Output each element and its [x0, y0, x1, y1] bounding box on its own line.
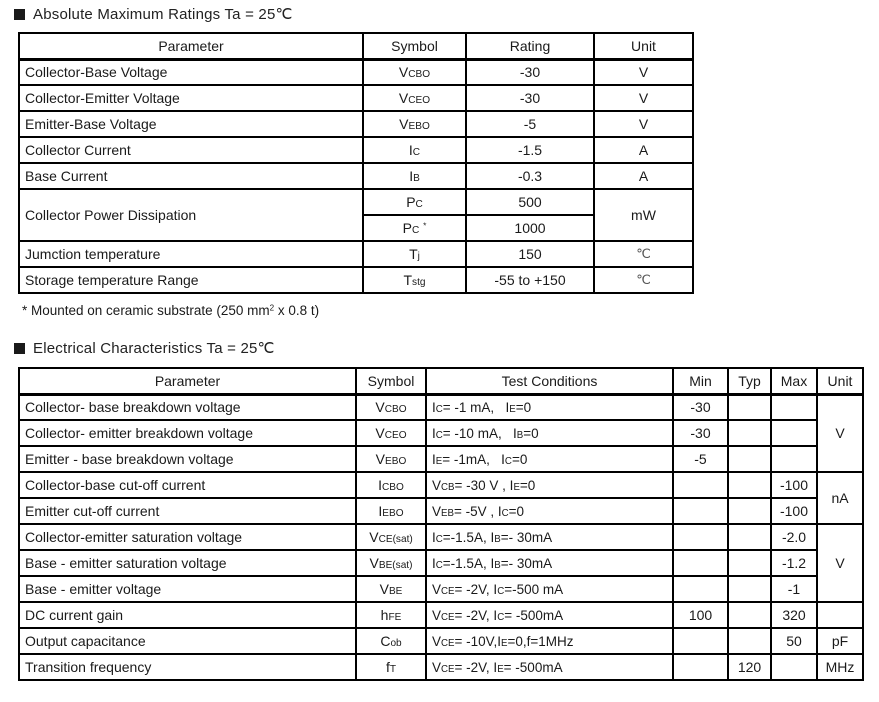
cell-rating: 500	[466, 189, 594, 215]
section-title-electrical-characteristics	[0, 339, 879, 357]
cell-min	[673, 550, 728, 576]
table-row	[19, 576, 863, 602]
cell-min: -30	[673, 420, 728, 446]
header-row	[19, 33, 693, 59]
cell-typ	[728, 550, 771, 576]
cell-parameter: Collector-base cut-off current	[19, 472, 356, 498]
square-bullet-icon	[14, 343, 25, 354]
subscript-text: C	[435, 429, 443, 441]
subscript-text: E	[497, 663, 504, 675]
cell-unit: V	[817, 394, 863, 472]
cell-typ	[728, 628, 771, 654]
cell-min: -30	[673, 394, 728, 420]
superscript-text: 2	[269, 303, 275, 313]
subscript-text: stg	[412, 277, 426, 288]
cell-test-conditions: IC= -10 mA, IB=0	[426, 420, 673, 446]
cell-symbol: Cob	[356, 628, 426, 654]
cell-test-conditions: VCE= -10V,IE=0,f=1MHz	[426, 628, 673, 654]
subscript-text: C	[501, 507, 509, 519]
cell-unit: ℃	[594, 241, 693, 267]
cell-min	[673, 628, 728, 654]
cell-test-conditions: IC=-1.5A, IB=- 30mA	[426, 550, 673, 576]
cell-test-conditions: VCE= -2V, IC= -500mA	[426, 602, 673, 628]
header-row	[19, 368, 863, 394]
cell-typ	[728, 394, 771, 420]
cell-min: 100	[673, 602, 728, 628]
subscript-text: B	[494, 533, 501, 545]
column-header-typ: Typ	[728, 368, 771, 394]
subscript-text: FE	[388, 612, 402, 623]
cell-unit: MHz	[817, 654, 863, 680]
table-row	[19, 602, 863, 628]
section1-title-text: Absolute Maximum Ratings Ta = 25℃	[33, 6, 293, 23]
column-header-rating: Rating	[466, 33, 594, 59]
cell-symbol: VCEO	[356, 420, 426, 446]
cell-unit: V	[594, 59, 693, 85]
electrical-characteristics-table	[18, 367, 864, 681]
cell-unit: V	[594, 85, 693, 111]
cell-test-conditions: IC= -1 mA, IE=0	[426, 394, 673, 420]
subscript-text: C	[412, 147, 421, 158]
cell-rating: -30	[466, 85, 594, 111]
table-row	[19, 654, 863, 680]
cell-typ	[728, 446, 771, 472]
cell-parameter: Emitter - base breakdown voltage	[19, 446, 356, 472]
subscript-text: CEO	[384, 430, 407, 441]
cell-test-conditions: VCB= -30 V , IE=0	[426, 472, 673, 498]
cell-typ	[728, 602, 771, 628]
cell-max: -1	[771, 576, 817, 602]
cell-parameter: Base - emitter saturation voltage	[19, 550, 356, 576]
cell-parameter: Collector-emitter saturation voltage	[19, 524, 356, 550]
cell-typ	[728, 472, 771, 498]
cell-parameter: Collector-Emitter Voltage	[19, 85, 363, 111]
cell-min: -5	[673, 446, 728, 472]
cell-unit: V	[594, 111, 693, 137]
cell-parameter: Emitter cut-off current	[19, 498, 356, 524]
cell-symbol: PC *	[363, 215, 466, 241]
table-row	[19, 420, 863, 446]
subscript-text: B	[494, 559, 501, 571]
cell-unit: mW	[594, 189, 693, 241]
cell-max: 50	[771, 628, 817, 654]
subscript-text: CE	[441, 663, 455, 675]
cell-test-conditions: VCE= -2V, IC=-500 mA	[426, 576, 673, 602]
subscript-text: C	[497, 585, 505, 597]
subscript-text: EBO	[408, 121, 430, 132]
cell-max: -100	[771, 472, 817, 498]
cell-parameter: Base Current	[19, 163, 363, 189]
cell-parameter: Collector Power Dissipation	[19, 189, 363, 241]
subscript-text: C	[435, 403, 443, 415]
table-row	[19, 446, 863, 472]
cell-unit: V	[817, 524, 863, 602]
table-row	[19, 472, 863, 498]
table-row	[19, 524, 863, 550]
cell-parameter: Transition frequency	[19, 654, 356, 680]
cell-symbol: ICBO	[356, 472, 426, 498]
cell-parameter: Collector Current	[19, 137, 363, 163]
table-row	[19, 267, 693, 293]
square-bullet-icon	[14, 9, 25, 20]
subscript-text: B	[516, 429, 524, 441]
cell-parameter: Collector-Base Voltage	[19, 59, 363, 85]
table-row	[19, 394, 863, 420]
cell-rating: 150	[466, 241, 594, 267]
cell-typ: 120	[728, 654, 771, 680]
subscript-text: CBO	[384, 404, 407, 416]
column-header-unit: Unit	[594, 33, 693, 59]
cell-typ	[728, 498, 771, 524]
table-row	[19, 498, 863, 524]
cell-test-conditions: VEB= -5V , IC=0	[426, 498, 673, 524]
table-row	[19, 163, 693, 189]
cell-symbol: Tstg	[363, 267, 466, 293]
subscript-text: T	[389, 664, 397, 675]
cell-max: 320	[771, 602, 817, 628]
subscript-text: CE	[441, 611, 455, 623]
cell-max: -100	[771, 498, 817, 524]
cell-symbol: VBE	[356, 576, 426, 602]
cell-unit: pF	[817, 628, 863, 654]
cell-symbol: PC	[363, 189, 466, 215]
table-row	[19, 111, 693, 137]
subscript-text: E	[500, 637, 508, 649]
cell-parameter: DC current gain	[19, 602, 356, 628]
cell-typ	[728, 576, 771, 602]
cell-rating: -30	[466, 59, 594, 85]
subscript-text: CE	[441, 637, 455, 649]
subscript-text: C	[497, 611, 505, 623]
table-row	[19, 628, 863, 654]
subscript-text: ob	[390, 638, 402, 649]
cell-symbol: Tj	[363, 241, 466, 267]
table-row	[19, 59, 693, 85]
table-row	[19, 189, 693, 215]
subscript-text: E	[509, 403, 516, 415]
cell-unit: A	[594, 163, 693, 189]
table-row	[19, 241, 693, 267]
cell-parameter: Emitter-Base Voltage	[19, 111, 363, 137]
cell-symbol: VCBO	[363, 59, 466, 85]
table-row	[19, 137, 693, 163]
absolute-maximum-ratings-table	[18, 32, 694, 294]
subscript-text: BE(sat)	[378, 560, 413, 571]
cell-unit: ℃	[594, 267, 693, 293]
subscript-text: C	[411, 225, 420, 236]
cell-test-conditions: IC=-1.5A, IB=- 30mA	[426, 524, 673, 550]
cell-parameter: Collector- base breakdown voltage	[19, 394, 356, 420]
subscript-text: CE	[441, 585, 455, 597]
cell-parameter: Storage temperature Range	[19, 267, 363, 293]
cell-symbol: VBE(sat)	[356, 550, 426, 576]
cell-rating: -5	[466, 111, 594, 137]
subscript-text: j	[417, 251, 420, 262]
cell-parameter: Collector- emitter breakdown voltage	[19, 420, 356, 446]
cell-rating: -55 to +150	[466, 267, 594, 293]
cell-max: -2.0	[771, 524, 817, 550]
cell-symbol: VCBO	[356, 394, 426, 420]
section-title-absolute-maximum-ratings	[0, 0, 879, 23]
column-header-parameter: Parameter	[19, 368, 356, 394]
subscript-text: C	[435, 533, 443, 545]
cell-symbol: fT	[356, 654, 426, 680]
cell-typ	[728, 524, 771, 550]
cell-parameter: Output capacitance	[19, 628, 356, 654]
cell-symbol: VCEO	[363, 85, 466, 111]
cell-max	[771, 394, 817, 420]
cell-min	[673, 472, 728, 498]
subscript-text: EB	[441, 507, 454, 519]
subscript-text: EBO	[382, 508, 404, 519]
cell-symbol: hFE	[356, 602, 426, 628]
subscript-text: C	[435, 559, 443, 571]
cell-max: -1.2	[771, 550, 817, 576]
cell-min	[673, 524, 728, 550]
cell-max	[771, 446, 817, 472]
cell-min	[673, 654, 728, 680]
cell-test-conditions: IE= -1mA, IC=0	[426, 446, 673, 472]
cell-symbol: IEBO	[356, 498, 426, 524]
subscript-text: CBO	[408, 69, 431, 81]
footnote: * Mounted on ceramic substrate (250 $mm^2$ x 0.8 t)	[22, 303, 320, 318]
subscript-text: CE(sat)	[378, 534, 413, 545]
subscript-text: CEO	[408, 95, 431, 106]
subscript-text: C	[415, 199, 423, 210]
cell-rating: -0.3	[466, 163, 594, 189]
cell-test-conditions: VCE= -2V, IE= -500mA	[426, 654, 673, 680]
cell-symbol: IB	[363, 163, 466, 189]
column-header-min: Min	[673, 368, 728, 394]
subscript-text: E	[513, 481, 520, 493]
cell-rating: -1.5	[466, 137, 594, 163]
column-header-symbol: Symbol	[356, 368, 426, 394]
cell-parameter: Base - emitter voltage	[19, 576, 356, 602]
cell-min	[673, 576, 728, 602]
cell-typ	[728, 420, 771, 446]
subscript-text: CBO	[382, 482, 404, 493]
cell-min	[673, 498, 728, 524]
cell-symbol: IC	[363, 137, 466, 163]
cell-symbol: VEBO	[363, 111, 466, 137]
column-header-symbol: Symbol	[363, 33, 466, 59]
cell-unit: A	[594, 137, 693, 163]
cell-unit: nA	[817, 472, 863, 524]
cell-parameter: Jumction temperature	[19, 241, 363, 267]
cell-symbol: VEBO	[356, 446, 426, 472]
cell-max	[771, 420, 817, 446]
superscript-text: *	[423, 220, 427, 231]
column-header-parameter: Parameter	[19, 33, 363, 59]
subscript-text: BE	[388, 586, 403, 597]
cell-rating: 1000	[466, 215, 594, 241]
cell-symbol: VCE(sat)	[356, 524, 426, 550]
subscript-text: EBO	[385, 456, 407, 467]
table-row	[19, 550, 863, 576]
subscript-text: CB	[441, 481, 455, 493]
cell-unit	[817, 602, 863, 628]
cell-max	[771, 654, 817, 680]
column-header-max: Max	[771, 368, 817, 394]
subscript-text: B	[413, 173, 420, 184]
column-header-unit: Unit	[817, 368, 863, 394]
table-row	[19, 85, 693, 111]
column-header-test-conditions: Test Conditions	[426, 368, 673, 394]
subscript-text: C	[504, 455, 512, 467]
subscript-text: E	[435, 455, 443, 467]
section2-title-text: Electrical Characteristics Ta = 25℃	[33, 340, 275, 357]
